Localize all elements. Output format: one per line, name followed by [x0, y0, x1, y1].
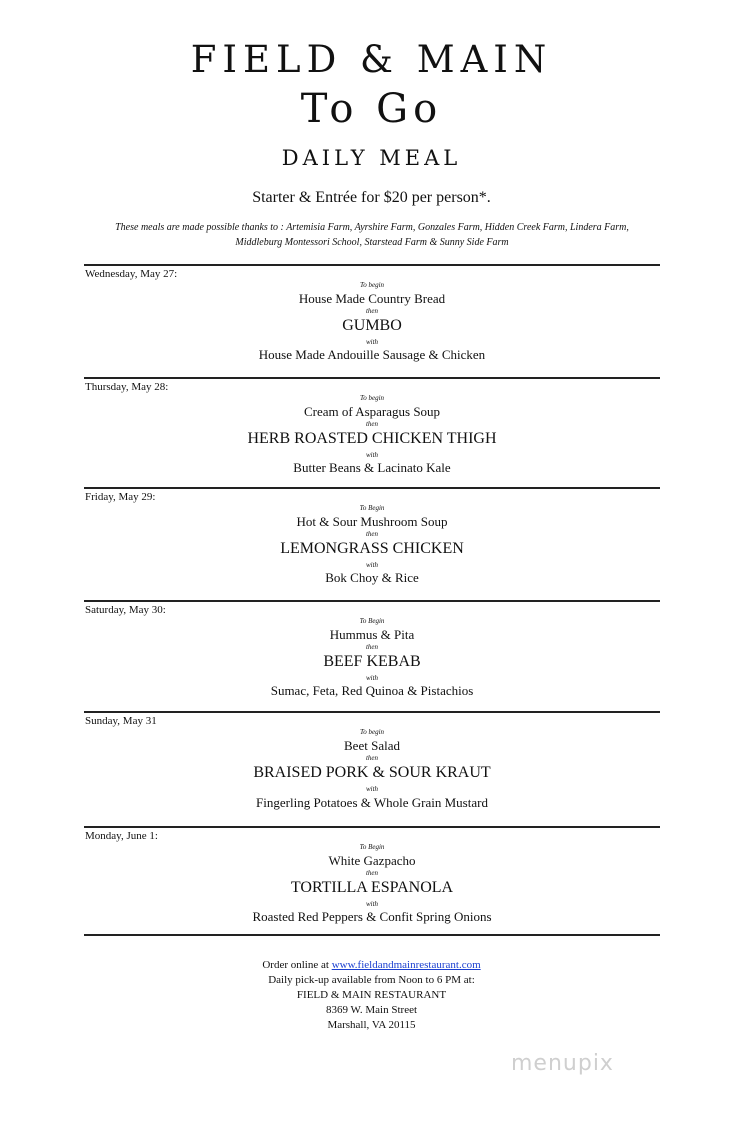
- order-prefix: Order online at: [262, 959, 329, 971]
- entree-dish: BEEF KEBAB: [323, 653, 421, 670]
- day-date: Sunday, May 31: [85, 715, 157, 727]
- day-block: [84, 826, 660, 936]
- with-label: with: [365, 338, 379, 346]
- day-block: [84, 600, 660, 713]
- thanks-note: [80, 220, 664, 250]
- day-date: Monday, June 1:: [85, 830, 158, 842]
- footer: [0, 958, 743, 1033]
- day-date: Thursday, May 28:: [85, 381, 169, 393]
- order-line: [0, 958, 743, 973]
- to-begin-label: To begin: [359, 281, 385, 289]
- then-label: then: [365, 420, 379, 428]
- entree-dish: BRAISED PORK & SOUR KRAUT: [253, 764, 491, 781]
- with-label: with: [365, 674, 379, 682]
- with-label: with: [365, 900, 379, 908]
- day-date: Friday, May 29:: [85, 491, 156, 503]
- restaurant-address-name: FIELD & MAIN RESTAURANT: [296, 989, 447, 1001]
- starter-dish: Cream of Asparagus Soup: [303, 404, 441, 419]
- street-address: 8369 W. Main Street: [325, 1004, 418, 1016]
- city-address: Marshall, VA 20115: [327, 1019, 416, 1031]
- then-label: then: [365, 530, 379, 538]
- to-begin-label: To Begin: [359, 617, 385, 625]
- side-dish: Fingerling Potatoes & Whole Grain Mustard: [256, 795, 488, 810]
- closing-rule: [84, 934, 660, 936]
- then-label: then: [365, 754, 379, 762]
- thanks-line-2: Middleburg Montessori School, Starstead Farm & Sunny Side Farm: [235, 237, 509, 248]
- then-label: then: [365, 307, 379, 315]
- day-block: [84, 487, 660, 602]
- entree-dish: GUMBO: [342, 317, 402, 334]
- with-label: with: [365, 785, 379, 793]
- with-label: with: [365, 451, 379, 459]
- side-dish: Roasted Red Peppers & Confit Spring Onions: [252, 909, 492, 924]
- side-dish: House Made Andouille Sausage & Chicken: [258, 347, 486, 362]
- entree-dish: HERB ROASTED CHICKEN THIGH: [247, 430, 497, 447]
- then-label: then: [365, 869, 379, 877]
- starter-dish: House Made Country Bread: [298, 291, 446, 306]
- to-begin-label: To begin: [359, 394, 385, 402]
- day-date: Saturday, May 30:: [85, 604, 166, 616]
- watermark: menupix: [511, 1051, 614, 1076]
- starter-dish: Beet Salad: [344, 738, 400, 753]
- day-block: [84, 377, 660, 489]
- starter-dish: Hot & Sour Mushroom Soup: [296, 514, 448, 529]
- side-dish: Sumac, Feta, Red Quinoa & Pistachios: [270, 683, 474, 698]
- day-block: [84, 264, 660, 379]
- thanks-line-1: These meals are made possible thanks to : Artemisia Farm, Ayrshire Farm, Gonzales Farm, Hidden Creek Farm, Lindera Farm,: [115, 222, 629, 233]
- to-begin-label: To Begin: [359, 843, 385, 851]
- restaurant-name: FIELD & MAIN: [190, 38, 553, 81]
- day-block: [84, 711, 660, 828]
- then-label: then: [365, 643, 379, 651]
- website-link[interactable]: www.fieldandmainrestaurant.com: [331, 959, 481, 971]
- starter-dish: Hummus & Pita: [329, 627, 415, 642]
- side-dish: Butter Beans & Lacinato Kale: [293, 460, 451, 475]
- to-begin-label: To begin: [359, 728, 385, 736]
- with-label: with: [365, 561, 379, 569]
- starter-dish: White Gazpacho: [328, 853, 416, 868]
- price-line: Starter & Entrée for $20 per person*.: [252, 189, 491, 206]
- to-begin-label: To Begin: [359, 504, 385, 512]
- entree-dish: TORTILLA ESPANOLA: [290, 879, 454, 896]
- section-title: DAILY MEAL: [281, 146, 462, 170]
- menu-subtitle: To Go: [300, 86, 443, 132]
- day-date: Wednesday, May 27:: [85, 268, 178, 280]
- pickup-line: Daily pick-up available from Noon to 6 PM at:: [268, 974, 475, 986]
- entree-dish: LEMONGRASS CHICKEN: [280, 540, 464, 557]
- side-dish: Bok Choy & Rice: [325, 570, 419, 585]
